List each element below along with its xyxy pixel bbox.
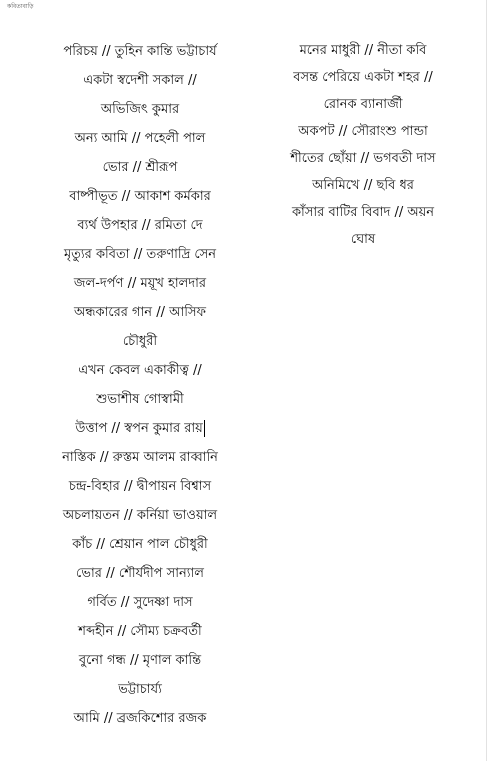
list-item[interactable]: একটা স্বদেশী সকাল // xyxy=(83,73,197,88)
list-item[interactable]: পরিচয় // তুহিন কান্তি ভট্টাচার্য xyxy=(63,44,217,59)
list-item[interactable]: শুভাশীষ গোস্বামী xyxy=(96,392,184,407)
list-item[interactable]: আমি // ব্রজকিশোর রজক xyxy=(73,711,207,726)
list-item[interactable]: অচলায়তন // কর্নিয়া ভাওয়াল xyxy=(62,508,218,523)
list-item[interactable]: ভট্টাচার্য্য xyxy=(118,682,162,697)
list-item-text[interactable]: উত্তাপ // স্বপন কুমার রায় xyxy=(75,421,203,436)
list-item[interactable]: চৌধুরী xyxy=(122,334,158,349)
list-item[interactable]: ভোর // শৌর্যদীপ সান্যাল xyxy=(76,566,204,581)
list-item[interactable]: মনের মাধুরী // নীতা কবি xyxy=(299,43,427,58)
list-item-with-cursor[interactable] xyxy=(30,414,250,443)
list-item[interactable]: অভিজিৎ কুমার xyxy=(100,102,180,117)
right-column xyxy=(258,37,468,253)
list-item[interactable]: ভোর // শ্রীরূপ xyxy=(102,160,178,175)
list-item[interactable]: গর্বিত // সুদেষ্ণা দাস xyxy=(87,595,193,610)
list-item[interactable]: এখন কেবল একাকীত্ব // xyxy=(78,363,202,378)
page-header: কবিতাবাড়ি xyxy=(7,3,34,10)
list-item[interactable]: কাঁসার বাটির বিবাদ // অয়ন xyxy=(291,205,435,220)
list-item[interactable]: চন্দ্র-বিহার // দ্বীপায়ন বিশ্বাস xyxy=(68,479,212,494)
list-item[interactable]: বুনো গন্ধ // মৃণাল কান্তি xyxy=(78,653,202,668)
list-item[interactable]: নাস্তিক // রুস্তম আলম রাব্বানি xyxy=(62,450,218,465)
list-item[interactable]: অনিমিখে // ছবি ধর xyxy=(312,178,414,193)
list-item[interactable]: শীতের ছোঁয়া // ভগবতী দাস xyxy=(290,151,436,166)
list-item[interactable]: অন্ধকারের গান // আসিফ xyxy=(73,305,207,320)
list-item[interactable]: জল-দর্পণ // ময়ূখ হালদার xyxy=(73,276,207,291)
list-item[interactable]: শব্দহীন // সৌম্য চক্রবর্তী xyxy=(78,624,202,639)
text-cursor xyxy=(204,420,205,437)
list-item[interactable]: মৃত্যুর কবিতা // তরুণাদ্রি সেন xyxy=(63,247,217,262)
list-item[interactable]: বাষ্পীভূত // আকাশ কর্মকার xyxy=(69,189,211,204)
list-item[interactable]: ঘোষ xyxy=(350,232,376,247)
list-item[interactable]: অকপট // সৌরাংশু পান্ডা xyxy=(298,124,428,139)
list-item[interactable]: ব্যর্থ উপহার // রমিতা দে xyxy=(77,218,203,233)
list-item[interactable]: রোনক ব্যানার্জী xyxy=(323,97,403,112)
left-column xyxy=(30,37,250,733)
list-item[interactable]: কাঁচ // শ্রেয়ান পাল চৌধুরী xyxy=(72,537,208,552)
list-item[interactable]: বসন্ত পেরিয়ে একটা শহর // xyxy=(293,70,433,85)
list-item[interactable]: অন্য আমি // পহেলী পাল xyxy=(74,131,206,146)
